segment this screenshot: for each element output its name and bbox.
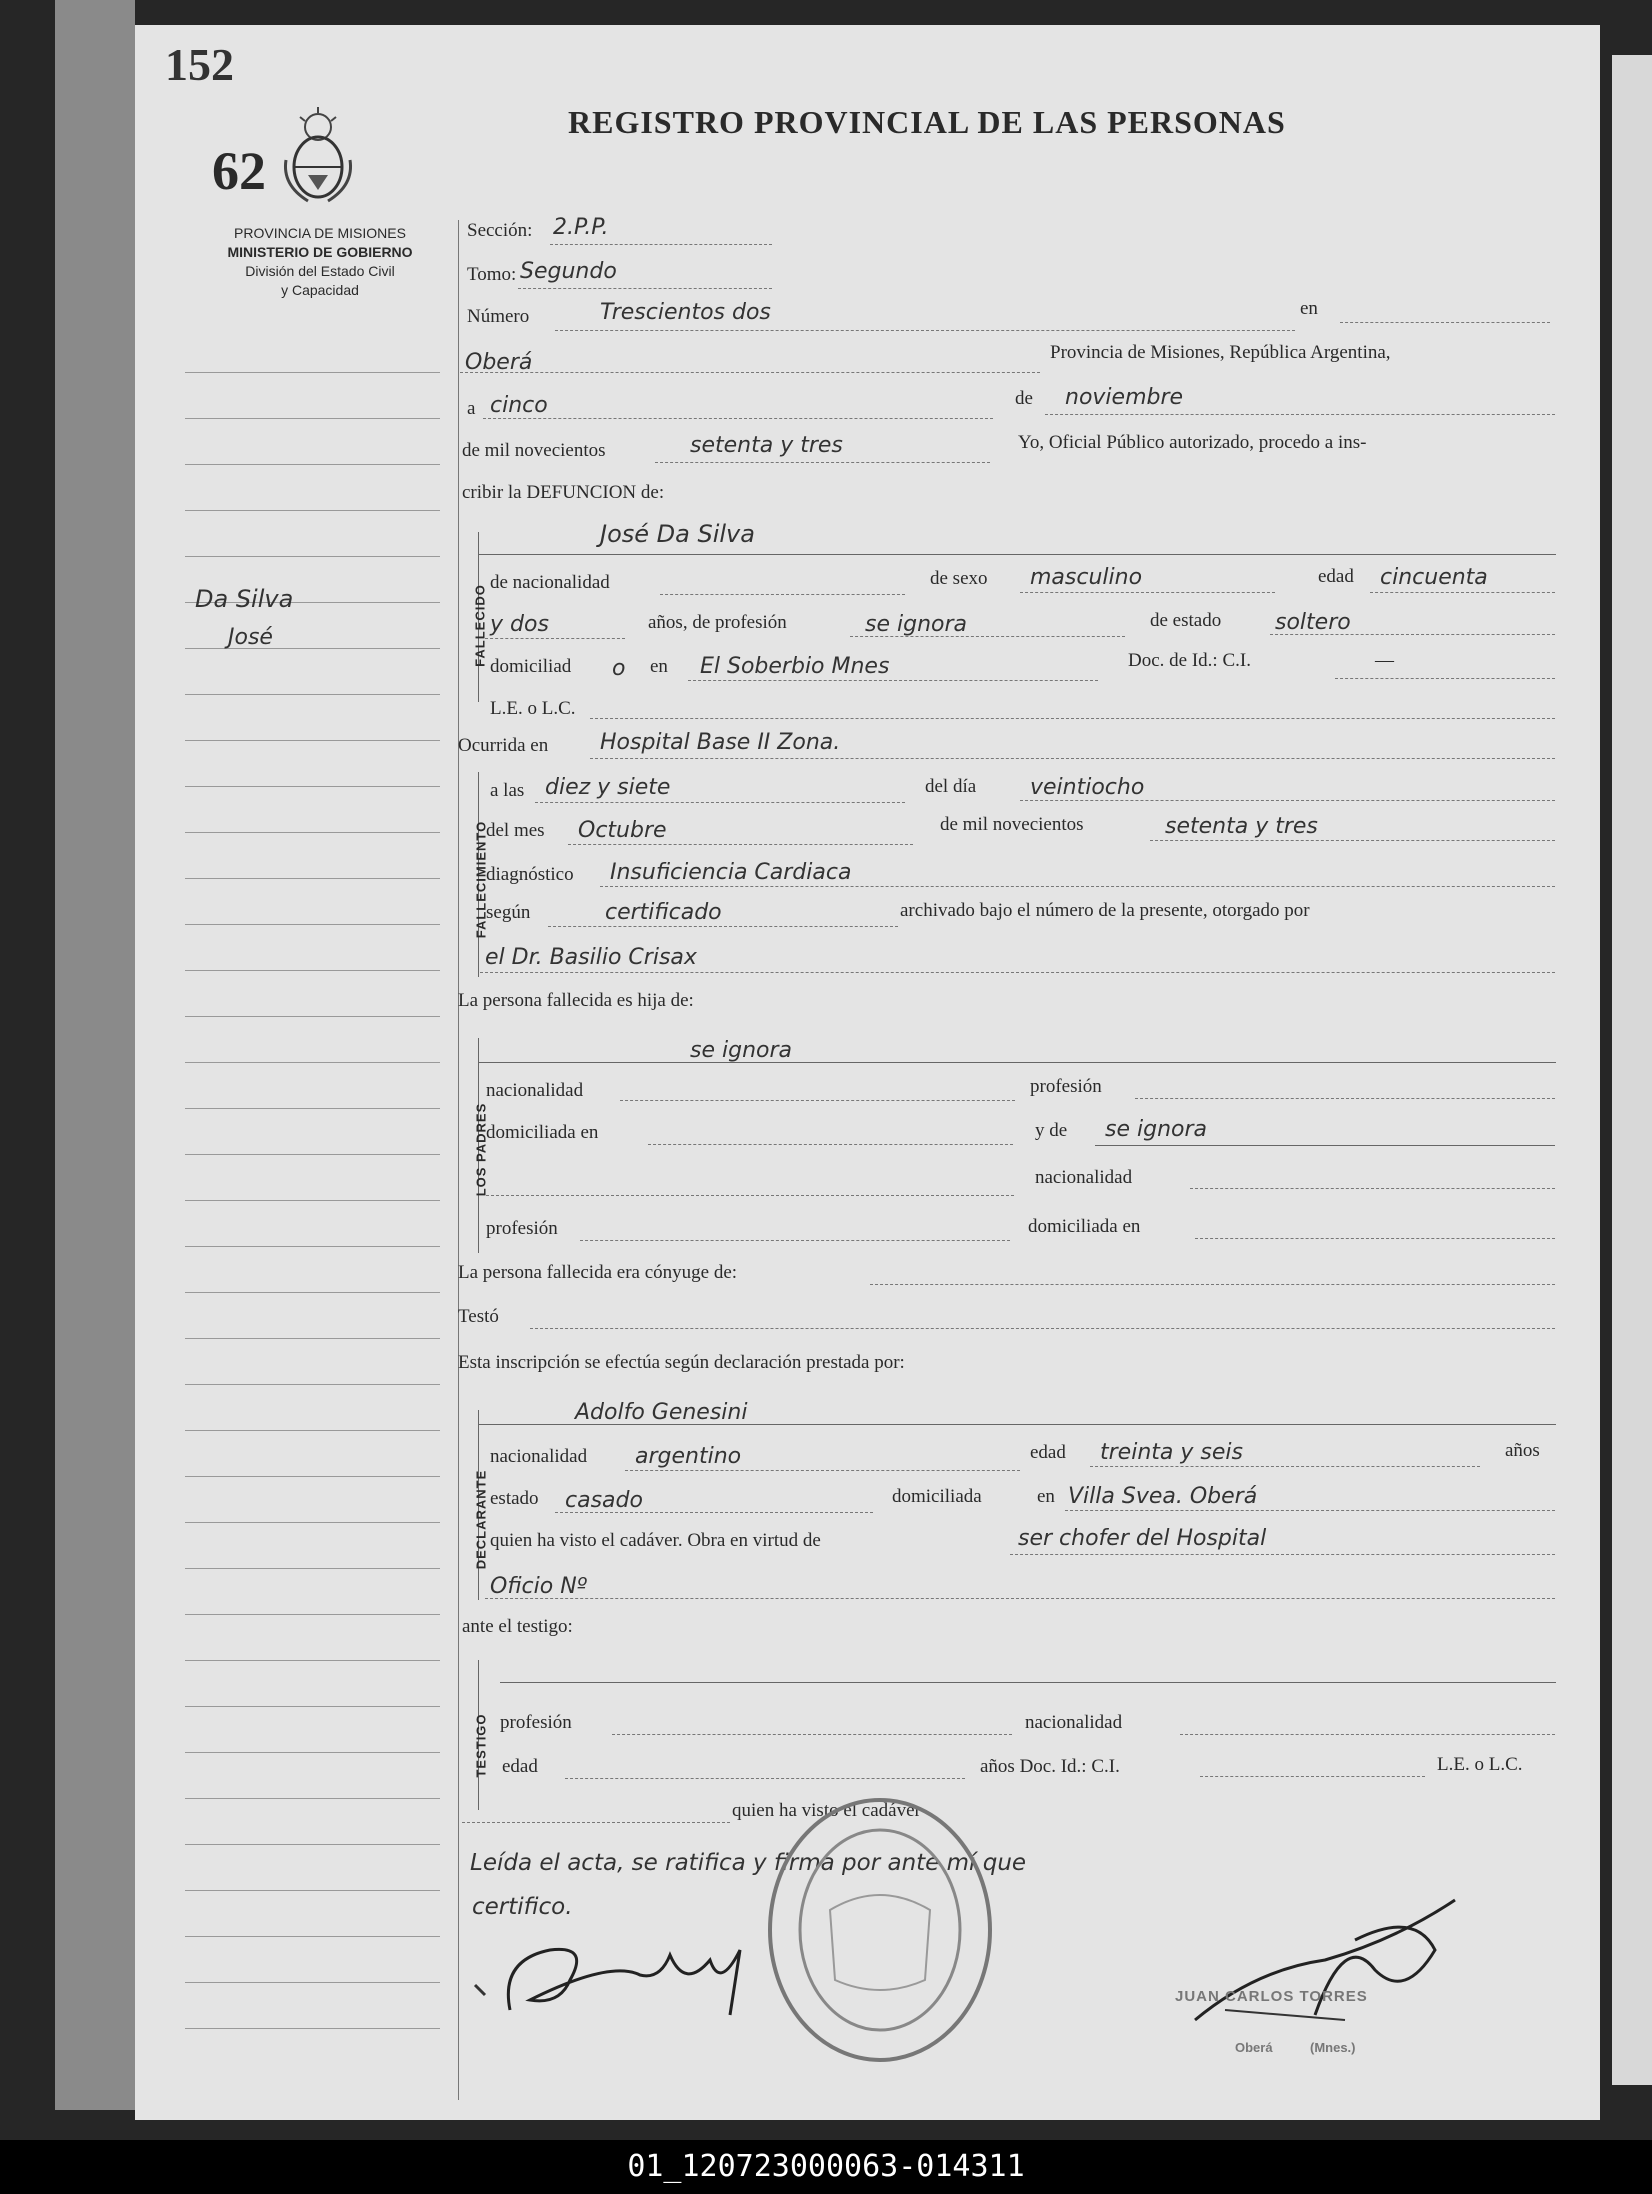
- margin-surname: Da Silva: [195, 585, 294, 613]
- le-lc-label: L.E. o L.C.: [490, 698, 576, 719]
- declarante-label: DECLARANTE: [473, 1469, 489, 1570]
- decl-nacionalidad-value: argentino: [635, 1444, 742, 1469]
- numero-label: Número: [467, 306, 530, 327]
- fallecimiento-label: FALLECIMIENTO: [473, 820, 489, 939]
- obra-value: ser chofer del Hospital: [1018, 1526, 1267, 1551]
- decl-domicilio-value: Villa Svea. Oberá: [1068, 1484, 1258, 1509]
- decl-en-label: en: [1037, 1486, 1055, 1507]
- mes-fallec-value: Octubre: [578, 818, 667, 843]
- domiciliada-en-label: domiciliada en: [486, 1122, 599, 1143]
- corner-number: 152: [165, 39, 234, 90]
- test-anos-doc-label: años Doc. Id.: C.I.: [980, 1756, 1120, 1777]
- tomo-value: Segundo: [520, 259, 617, 284]
- anos-label: años: [1505, 1440, 1540, 1461]
- de-estado-label: de estado: [1150, 610, 1222, 631]
- anio-value: setenta y tres: [690, 433, 843, 458]
- official-seal-icon: [760, 1790, 1000, 2070]
- test-edad-label: edad: [502, 1756, 538, 1777]
- official-province: (Mnes.): [1310, 2040, 1356, 2055]
- dia-value: cinco: [490, 393, 548, 418]
- provincia-label: Provincia de Misiones, República Argentina,: [1050, 342, 1391, 363]
- edad-value: cincuenta: [1380, 565, 1488, 590]
- decl-edad-label: edad: [1030, 1442, 1066, 1463]
- folio-number: 62: [212, 141, 266, 201]
- domicilio-en-label: en: [650, 656, 668, 677]
- test-visto-label: quien ha visto el cadáver: [732, 1800, 921, 1821]
- adjacent-page: [1612, 55, 1652, 2085]
- edad-continued-value: y dos: [490, 612, 549, 637]
- inscripcion-label: Esta inscripción se efectúa según declaración prestada por:: [458, 1352, 905, 1373]
- de-mil-label: de mil novecientos: [462, 440, 606, 461]
- madre-profesion-label: profesión: [486, 1218, 558, 1239]
- decl-nacionalidad-label: nacionalidad: [490, 1446, 588, 1467]
- seccion-label: Sección:: [467, 220, 533, 241]
- org-capacity: y Capacidad: [281, 282, 359, 298]
- diagnostico-label: diagnóstico: [486, 864, 574, 885]
- padre-profesion-label: profesión: [1030, 1076, 1102, 1097]
- page-title: REGISTRO PROVINCIAL DE LAS PERSONAS: [568, 104, 1286, 140]
- doc-id-label: Doc. de Id.: C.I.: [1128, 650, 1251, 671]
- decl-estado-value: casado: [565, 1488, 643, 1513]
- nombre-value: José Da Silva: [600, 520, 755, 548]
- official-signature-icon: [1175, 1880, 1505, 2030]
- testo-label: Testó: [458, 1306, 499, 1327]
- hora-value: diez y siete: [545, 775, 671, 800]
- mes-value: noviembre: [1065, 385, 1184, 410]
- conyuge-label: La persona fallecida era cónyuge de:: [458, 1262, 738, 1283]
- official-place: Oberá: [1235, 2040, 1273, 2055]
- de-mil2-label: de mil novecientos: [940, 814, 1084, 835]
- official-name: JUAN CARLOS TORRES: [1175, 1988, 1368, 2005]
- visto-label: quien ha visto el cadáver. Obra en virtud de: [490, 1530, 821, 1551]
- obra-continued-value: Oficio Nº: [490, 1574, 588, 1599]
- test-le-lc-label: L.E. o L.C.: [1437, 1754, 1523, 1775]
- test-nacionalidad-label: nacionalidad: [1025, 1712, 1123, 1733]
- ante-testigo-label: ante el testigo:: [462, 1616, 573, 1637]
- testigo-label: TESTIGO: [473, 1713, 489, 1778]
- ocurrida-label: Ocurrida en: [458, 735, 549, 756]
- decl-edad-value: treinta y seis: [1100, 1440, 1243, 1465]
- decl-domiciliada-label: domiciliada: [892, 1486, 982, 1507]
- margin-given-name: José: [228, 625, 273, 650]
- y-de-label: y de: [1035, 1120, 1068, 1141]
- domiciliad-label: domiciliad: [490, 656, 572, 677]
- domicilio-suffix-value: o: [612, 656, 626, 681]
- cribir-label: cribir la DEFUNCION de:: [462, 482, 665, 503]
- tomo-label: Tomo:: [467, 264, 517, 285]
- book-spine: [55, 0, 135, 2110]
- coat-of-arms-icon: [278, 105, 358, 205]
- a-las-label: a las: [490, 780, 525, 801]
- archivado-label: archivado bajo el número de la presente, otorgado por: [900, 900, 1310, 921]
- test-profesion-label: profesión: [500, 1712, 572, 1733]
- ocurrida-value: Hospital Base II Zona.: [600, 730, 841, 755]
- en-label: en: [1300, 298, 1318, 319]
- segun-label: según: [486, 902, 531, 923]
- anos-profesion-label: años, de profesión: [648, 612, 787, 633]
- anio-fallec-value: setenta y tres: [1165, 814, 1318, 839]
- del-dia-label: del día: [925, 776, 977, 797]
- segun-value: certificado: [605, 900, 722, 925]
- medico-value: el Dr. Basilio Crisax: [485, 945, 697, 970]
- seccion-value: 2.P.P.: [553, 215, 609, 240]
- de-nacionalidad-label: de nacionalidad: [490, 572, 610, 593]
- diagnostico-value: Insuficiencia Cardiaca: [610, 860, 852, 885]
- edad-label: edad: [1318, 566, 1354, 587]
- org-division: División del Estado Civil: [245, 263, 395, 279]
- oficial-label: Yo, Oficial Público autorizado, procedo a ins-: [1018, 432, 1367, 453]
- declarante-value: Adolfo Genesini: [575, 1400, 748, 1425]
- lugar-value: Oberá: [465, 350, 533, 375]
- org-heading: [190, 224, 450, 300]
- hija-de-label: La persona fallecida es hija de:: [458, 990, 694, 1011]
- de-sexo-label: de sexo: [930, 568, 988, 589]
- madre-domiciliada-label: domiciliada en: [1028, 1216, 1141, 1237]
- image-id-footer: 01_120723000063-014311: [0, 2140, 1652, 2194]
- estado-label: estado: [490, 1488, 539, 1509]
- padre-value: se ignora: [690, 1038, 792, 1063]
- a-label: a: [467, 398, 476, 419]
- form-divider: [458, 220, 459, 2100]
- org-province: PROVINCIA DE MISIONES: [234, 225, 406, 241]
- cierre-line1: Leída el acta, se ratifica y firma por ante mí que: [470, 1850, 1027, 1876]
- los-padres-label: LOS PADRES: [473, 1102, 489, 1197]
- de-label: de: [1015, 388, 1033, 409]
- estado-value: soltero: [1275, 610, 1351, 635]
- numero-value: Trescientos dos: [600, 300, 771, 325]
- sexo-value: masculino: [1030, 565, 1143, 590]
- fallecido-label: FALLECIDO: [472, 584, 488, 667]
- dia-fallec-value: veintiocho: [1030, 775, 1145, 800]
- cierre-line2: certifico.: [472, 1894, 573, 1920]
- profesion-value: se ignora: [865, 612, 967, 637]
- declarant-signature-icon: [470, 1920, 810, 2030]
- doc-id-value: —: [1375, 650, 1394, 671]
- madre-nacionalidad-label: nacionalidad: [1035, 1167, 1133, 1188]
- org-ministry: MINISTERIO DE GOBIERNO: [227, 244, 413, 260]
- padre-nacionalidad-label: nacionalidad: [486, 1080, 584, 1101]
- del-mes-label: del mes: [486, 820, 545, 841]
- domicilio-value: El Soberbio Mnes: [700, 654, 890, 679]
- madre-value: se ignora: [1105, 1117, 1207, 1142]
